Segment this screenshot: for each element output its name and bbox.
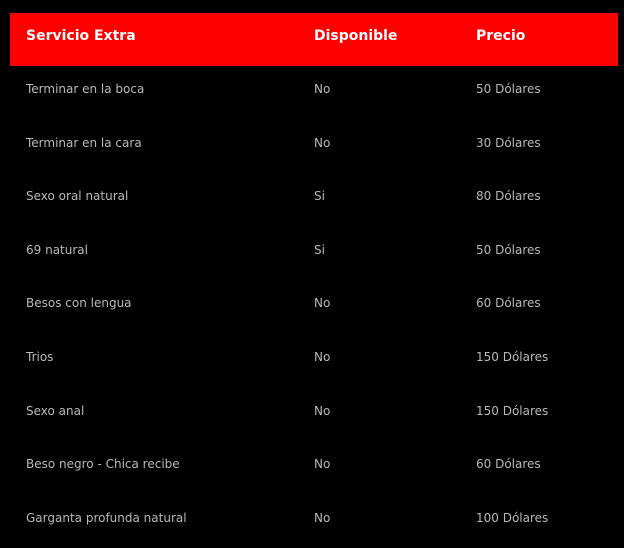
cell-price: 100 Dólares (476, 510, 549, 525)
header-disponible: Disponible (314, 28, 398, 44)
table-row (10, 66, 618, 120)
cell-price: 50 Dólares (476, 82, 541, 96)
cell-service: Trios (26, 349, 54, 364)
cell-price: 30 Dólares (476, 135, 541, 150)
cell-service: Terminar en la boca (26, 82, 145, 96)
cell-price: 60 Dólares (476, 296, 541, 311)
cell-available: No (314, 403, 331, 418)
table-row (10, 173, 618, 227)
cell-available: No (314, 82, 331, 96)
cell-service: Terminar en la cara (26, 135, 142, 150)
cell-available: No (314, 296, 331, 311)
header-precio: Precio (476, 28, 526, 44)
cell-service: Sexo anal (26, 403, 85, 418)
cell-available: No (314, 457, 331, 472)
cell-service: Besos con lengua (26, 296, 132, 311)
cell-service: Beso negro - Chica recibe (26, 457, 180, 472)
cell-price: 80 Dólares (476, 189, 541, 204)
header-servicio-extra: Servicio Extra (26, 28, 136, 44)
table-row (10, 334, 618, 388)
cell-service: Garganta profunda natural (26, 510, 187, 525)
cell-available: No (314, 349, 331, 364)
services-table (10, 13, 618, 548)
cell-price: 50 Dólares (476, 242, 541, 257)
cell-available: Si (314, 242, 325, 257)
cell-available: No (314, 135, 331, 150)
table-row (10, 280, 618, 334)
table-row (10, 120, 618, 174)
cell-available: No (314, 510, 331, 525)
table-row (10, 495, 618, 548)
table-row (10, 227, 618, 281)
cell-price: 150 Dólares (476, 403, 549, 418)
table-header (10, 13, 618, 66)
cell-price: 60 Dólares (476, 457, 541, 472)
cell-available: Si (314, 189, 325, 204)
cell-service: Sexo oral natural (26, 189, 129, 204)
cell-price: 150 Dólares (476, 349, 549, 364)
table-row (10, 388, 618, 442)
table-row (10, 441, 618, 495)
cell-service: 69 natural (26, 242, 88, 257)
